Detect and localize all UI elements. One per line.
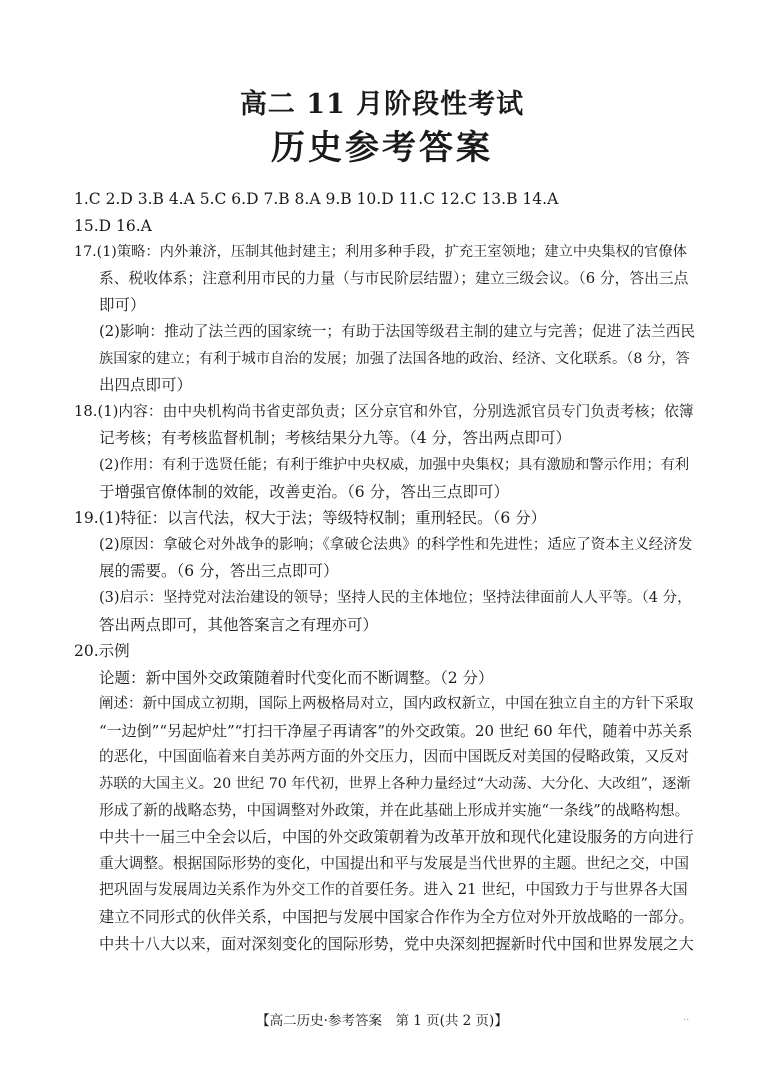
- answer-line: 18.(1)内容：由中央机构尚书省吏部负责；区分京官和外官，分别选派官员专门负责考核；依簿: [74, 402, 694, 420]
- answer-line: 于增强官僚体制的效能，改善吏治。（6 分，答出三点即可）: [99, 482, 510, 501]
- answer-line: 建立不同形式的伙伴关系，中国把与发展中国家合作作为全方位对外开放战略的一部分。: [99, 908, 694, 927]
- answer-line: (3)启示：坚持党对法治建设的领导；坚持人民的主体地位；坚持法律面前人人平等。（4 分，: [99, 589, 692, 606]
- answer-body: [74, 186, 696, 957]
- answer-line: 苏联的大国主义。20 世纪 70 年代初，世界上各种力量经过“大动荡、大分化、大改组”，逐渐: [99, 776, 691, 793]
- answer-line: 19.(1)特征：以言代法，权大于法；等级特权制；重刑轻民。（6 分）: [74, 509, 547, 528]
- answer-line: 15.D 16.A: [74, 216, 152, 235]
- answer-line: 族国家的建立；有利于城市自治的发展；加强了法国各地的政治、经济、文化联系。（8 分，答: [99, 350, 690, 367]
- answer-line: 答出两点即可，其他答案言之有理亦可）: [99, 615, 379, 634]
- answer-line: 把巩固与发展周边关系作为外交工作的首要任务。进入 21 世纪，中国致力于与世界各大国: [99, 881, 688, 899]
- answer-line: 论题：新中国外交政策随着时代变化而不断调整。（2 分）: [99, 668, 494, 687]
- answer-line: 的恶化，中国面临着来自美苏两方面的外交压力，因而中国既反对美国的侵略政策，又反对: [99, 748, 689, 766]
- answer-line: 20.示例: [74, 642, 130, 661]
- answer-line: 出四点即可）: [99, 376, 193, 395]
- page-footer: 【高二历史·参考答案 第 1 页(共 2 页)】: [256, 1013, 508, 1029]
- answer-line: 重大调整。根据国际形势的变化，中国提出和平与发展是当代世界的主题。世纪之交，中国: [99, 854, 689, 872]
- answer-line: 形成了新的战略态势，中国调整对外政策，并在此基础上形成并实施“一条线”的战略构想。: [99, 801, 690, 819]
- answer-line: 17.(1)策略：内外兼济，压制其他封建主；利用多种手段，扩充王室领地；建立中央集权的官僚体: [74, 244, 687, 261]
- answer-line: 记考核；有考核监督机制；考核结果分九等。（4 分，答出两点即可）: [99, 429, 572, 448]
- answer-line: 中共十一届三中全会以后，中国的外交政策朝着为改革开放和现代化建设服务的方向进行: [99, 828, 694, 847]
- answer-line: 阐述：新中国成立初期，国际上两极格局对立，国内政权新立，中国在独立自主的方针下采取: [99, 696, 694, 713]
- answer-line: 系、税收体系；注意利用市民的力量（与市民阶层结盟）；建立三级会议。（6 分，答出三点: [99, 269, 689, 287]
- answer-line: 中共十八大以来，面对深刻变化的国际形势，党中央深刻把握新时代中国和世界发展之大: [99, 934, 694, 953]
- page-title: 高二 11 月阶段性考试: [239, 89, 525, 120]
- corner-mark: ..: [683, 1012, 690, 1023]
- answer-line: 1.C 2.D 3.B 4.A 5.C 6.D 7.B 8.A 9.B 10.D 11.C 12.C 13.B 14.A: [74, 190, 559, 208]
- answer-line: 展的需要。（6 分，答出三点即可）: [99, 562, 339, 581]
- answer-line: 即可）: [99, 296, 146, 315]
- answer-line: “一边倒”“另起炉灶”“打扫干净屋子再请客”的外交政策。20 世纪 60 年代，随着中苏关系: [99, 721, 693, 740]
- answer-line: (2)影响：推动了法兰西的国家统一；有助于法国等级君主制的建立与完善；促进了法兰西民: [99, 322, 696, 340]
- answer-line: (2)作用：有利于选贤任能；有利于维护中央权威，加强中央集权；具有激励和警示作用；有利: [99, 456, 690, 473]
- page-subtitle: 历史参考答案: [271, 128, 493, 168]
- answer-line: (2)原因：拿破仑对外战争的影响；《拿破仑法典》的科学性和先进性；适应了资本主义经济发: [99, 536, 693, 553]
